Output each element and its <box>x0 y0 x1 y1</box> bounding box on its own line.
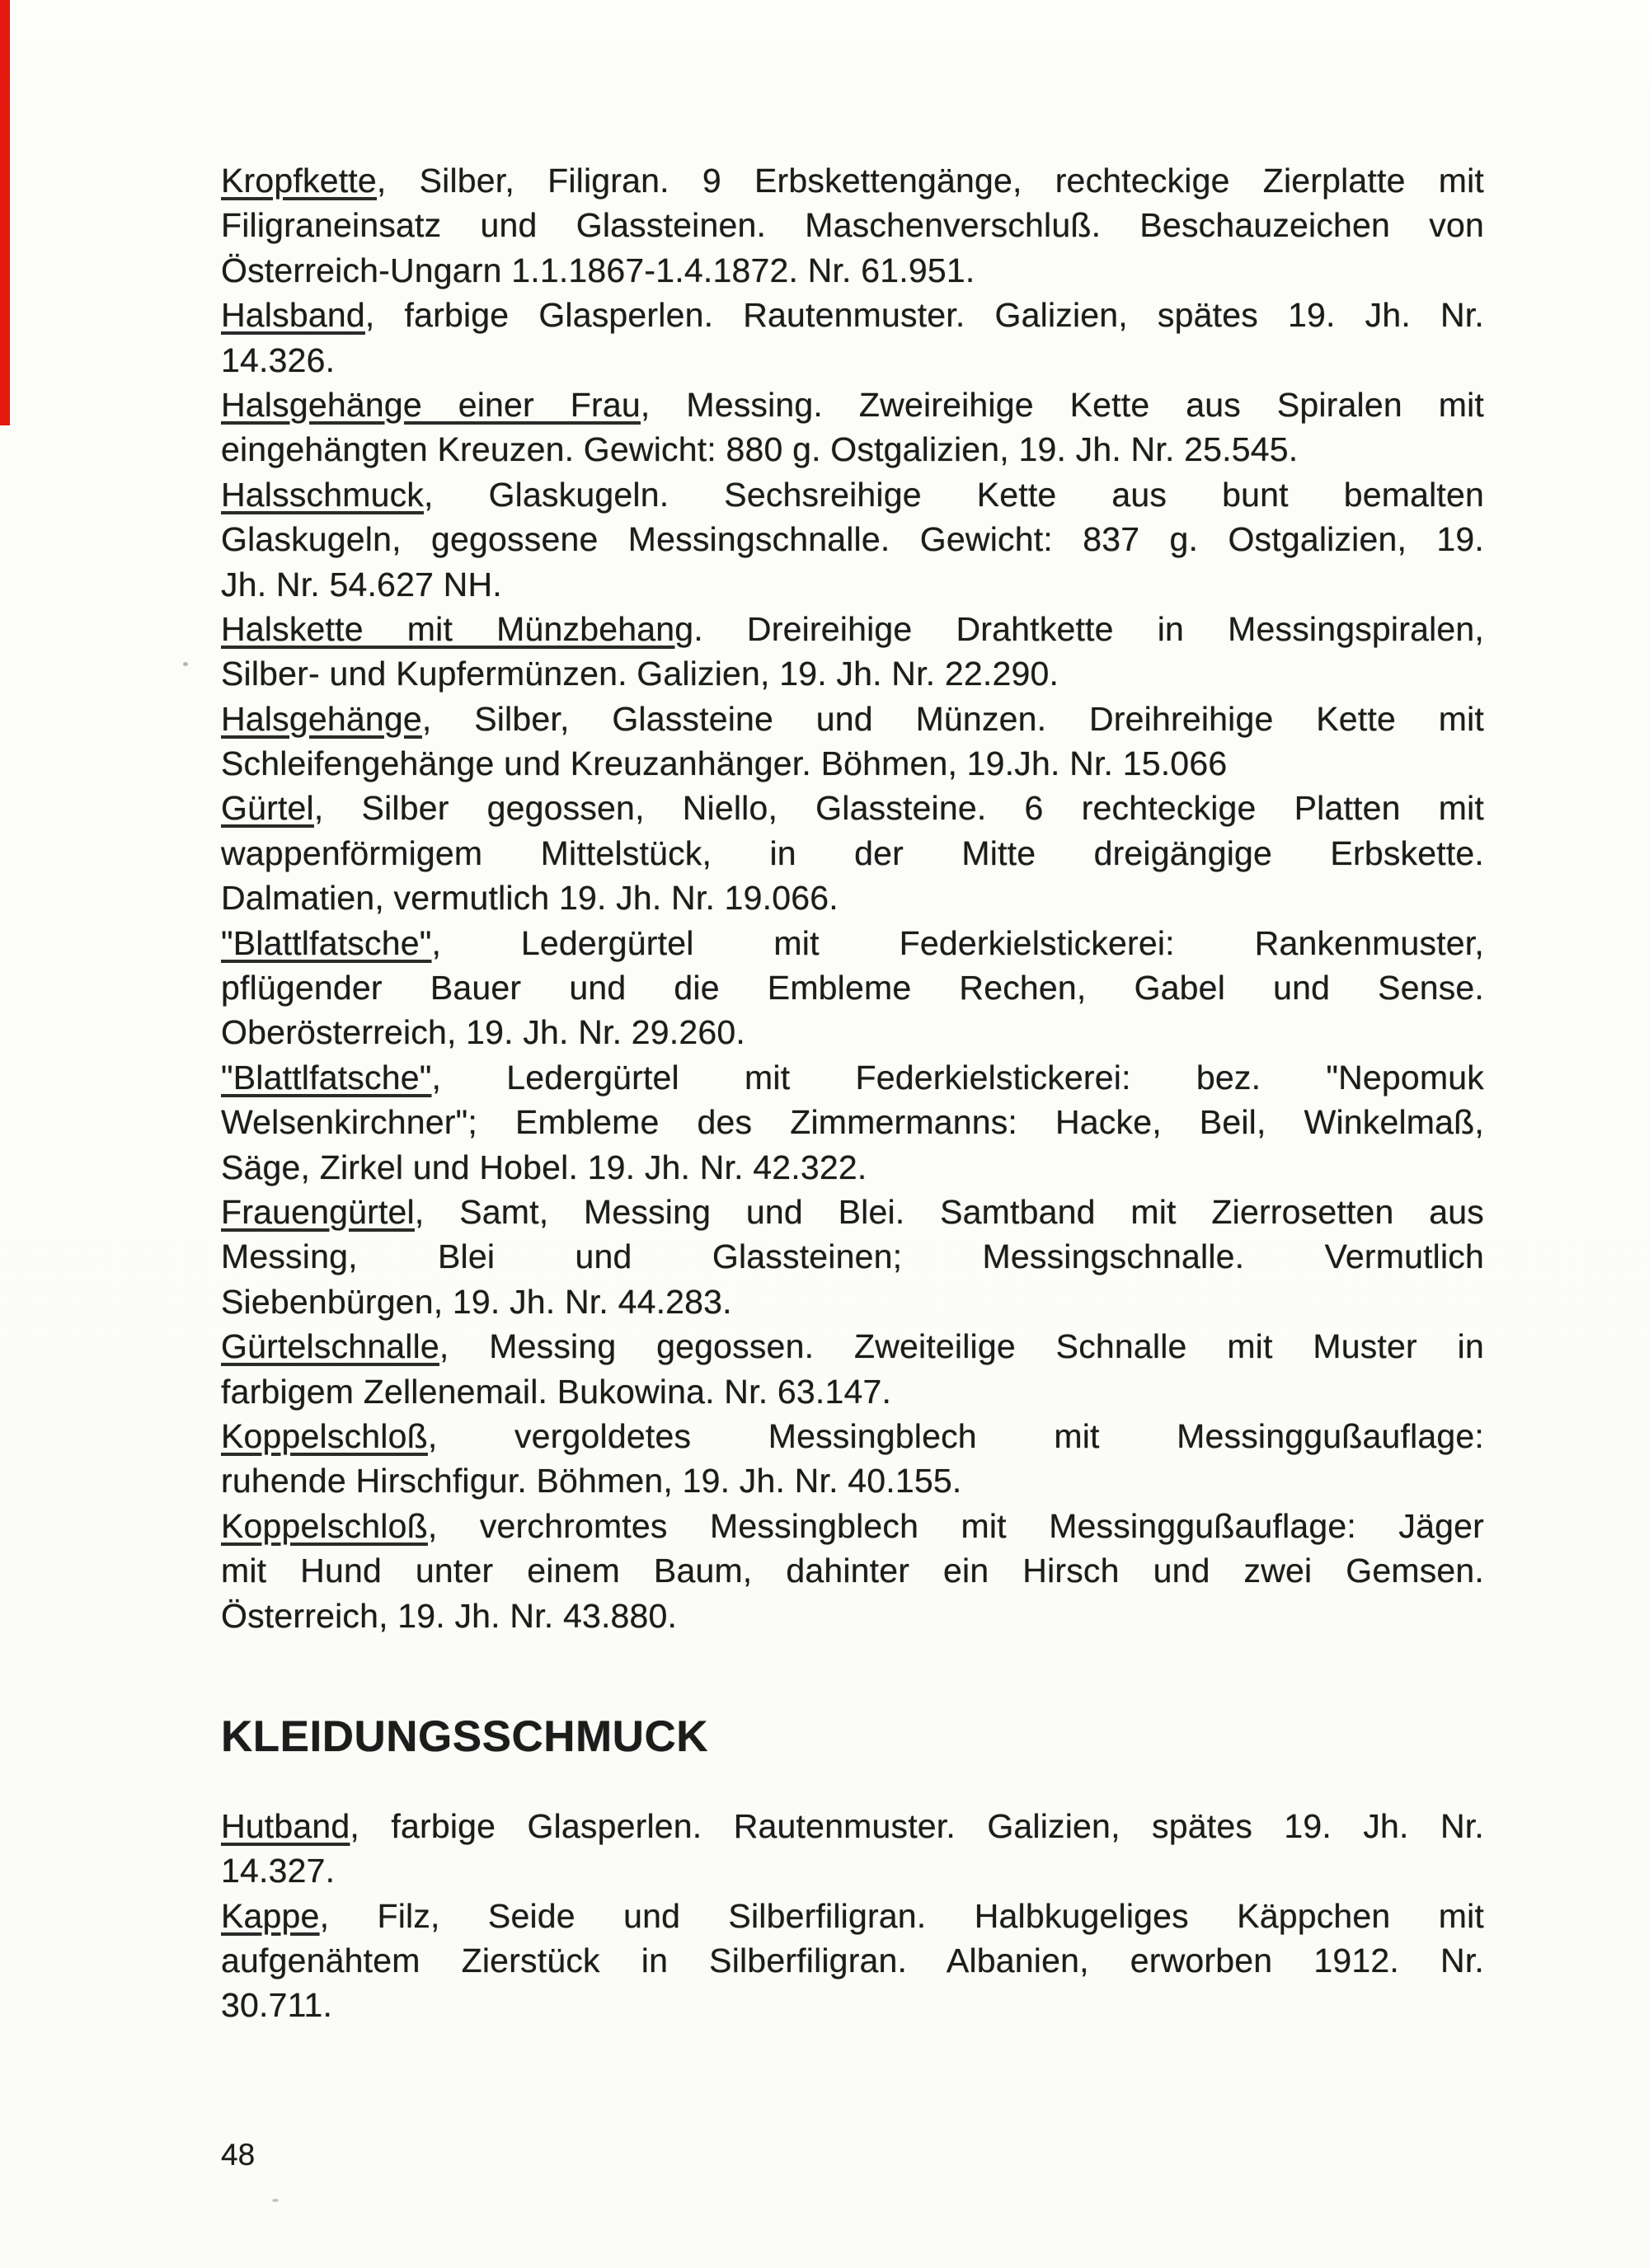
entry-line: 30.711. <box>221 1986 333 2025</box>
catalog-entry <box>221 697 1484 787</box>
entry-text: , vergoldetes Messingblech mit Messinggußauflage: <box>427 1416 1484 1455</box>
entry-text: , farbige Glasperlen. Rautenmuster. Galizien, spätes 19. Jh. Nr. <box>350 1806 1484 1845</box>
entry-text: , Silber, Filigran. 9 Erbskettengänge, rechteckige Zierplatte mit <box>376 162 1484 200</box>
entry-line <box>221 697 1484 741</box>
entry-line <box>221 921 1484 965</box>
entry-line <box>221 607 1484 651</box>
entry-line: mit Hund unter einem Baum, dahinter ein Hirsch und zwei Gemsen. <box>221 1552 1484 1590</box>
entry-text: , Ledergürtel mit Federkielstickerei: Rankenmuster, <box>431 923 1484 962</box>
catalog-entry <box>221 1055 1484 1190</box>
entry-text: , Ledergürtel mit Federkielstickerei: bez. "Nepomuk <box>431 1058 1484 1096</box>
entry-line: eingehängten Kreuzen. Gewicht: 880 g. Ostgalizien, 19. Jh. Nr. 25.545. <box>221 430 1299 469</box>
entry-term: Frauengürtel <box>221 1192 415 1231</box>
red-edge-strip <box>0 0 10 425</box>
entry-text: , verchromtes Messingblech mit Messinggußauflage: Jäger <box>427 1506 1484 1545</box>
entry-line: Welsenkirchner"; Embleme des Zimmermanns: Hacke, Beil, Winkelmaß, <box>221 1103 1484 1142</box>
scan-speck <box>272 2199 279 2202</box>
entry-line <box>221 1894 1484 1938</box>
text-column <box>221 158 1484 2028</box>
entry-line: farbigem Zellenemail. Bukowina. Nr. 63.147. <box>221 1372 892 1411</box>
entry-line <box>221 158 1484 203</box>
catalog-entry <box>221 472 1484 607</box>
entry-term: "Blattlfatsche" <box>221 923 432 962</box>
entry-line: Säge, Zirkel und Hobel. 19. Jh. Nr. 42.322. <box>221 1148 867 1186</box>
entry-line: Siebenbürgen, 19. Jh. Nr. 44.283. <box>221 1282 732 1321</box>
entry-term: Gürtelschnalle <box>221 1327 439 1366</box>
entry-line: Jh. Nr. 54.627 NH. <box>221 565 502 603</box>
entry-line: Schleifengehänge und Kreuzanhänger. Böhmen, 19.Jh. Nr. 15.066 <box>221 744 1228 783</box>
entry-line: Silber- und Kupfermünzen. Galizien, 19. Jh. Nr. 22.290. <box>221 655 1059 693</box>
entry-text: , Samt, Messing und Blei. Samtband mit Zierrosetten aus <box>414 1192 1484 1231</box>
entry-line: ruhende Hirschfigur. Böhmen, 19. Jh. Nr. 40.155. <box>221 1462 962 1500</box>
entry-term: Kropfkette <box>221 162 377 200</box>
catalog-entry <box>221 293 1484 383</box>
entry-term: Gürtel <box>221 789 314 828</box>
entry-line: Messing, Blei und Glassteinen; Messingschnalle. Vermutlich <box>221 1237 1484 1276</box>
entry-line <box>221 1504 1484 1548</box>
entry-line: aufgenähtem Zierstück in Silberfiligran. Albanien, erworben 1912. Nr. <box>221 1942 1484 1980</box>
entry-line: pflügender Bauer und die Embleme Rechen, Gabel und Sense. <box>221 969 1484 1007</box>
entry-text: , farbige Glasperlen. Rautenmuster. Galizien, spätes 19. Jh. Nr. <box>364 296 1484 335</box>
entry-term: Halsgehänge einer Frau <box>221 385 641 424</box>
catalog-entry <box>221 158 1484 293</box>
entry-line <box>221 293 1484 337</box>
entry-term: Halsschmuck <box>221 475 424 514</box>
entry-line <box>221 1055 1484 1100</box>
entry-term: Koppelschloß <box>221 1416 428 1455</box>
entry-text: , Messing. Zweireihige Kette aus Spiralen mit <box>640 385 1484 424</box>
entry-line <box>221 786 1484 830</box>
entry-line <box>221 1324 1484 1369</box>
entry-line <box>221 383 1484 427</box>
entry-term: "Blattlfatsche" <box>221 1058 432 1096</box>
catalog-entry <box>221 607 1484 697</box>
catalog-entry <box>221 1414 1484 1504</box>
entry-line: Glaskugeln, gegossene Messingschnalle. Gewicht: 837 g. Ostgalizien, 19. <box>221 520 1484 559</box>
catalog-entry <box>221 1190 1484 1324</box>
entry-text: , Filz, Seide und Silberfiligran. Halbkugeliges Käppchen mit <box>319 1896 1484 1935</box>
entry-text: , Messing gegossen. Zweiteilige Schnalle mit Muster in <box>439 1327 1484 1366</box>
entry-text: , Silber, Glassteine und Münzen. Dreihreihige Kette mit <box>421 699 1484 738</box>
page-number: 48 <box>221 2138 256 2172</box>
entry-line <box>221 472 1484 517</box>
entry-text: . Dreireihige Drahtkette in Messingspiralen, <box>693 609 1484 648</box>
entry-line: Oberösterreich, 19. Jh. Nr. 29.260. <box>221 1013 745 1052</box>
entry-term: Koppelschloß <box>221 1506 428 1545</box>
catalog-entry <box>221 1504 1484 1638</box>
catalog-entry <box>221 1804 1484 1894</box>
entry-line <box>221 1190 1484 1234</box>
entry-line: 14.327. <box>221 1852 336 1890</box>
entry-text: , Silber gegossen, Niello, Glassteine. 6 rechteckige Platten mit <box>313 789 1484 828</box>
entry-term: Halsgehänge <box>221 699 422 738</box>
scan-speck <box>183 662 188 666</box>
entry-line: wappenförmigem Mittelstück, in der Mitte dreigängige Erbskette. <box>221 833 1484 872</box>
entry-line: Österreich, 19. Jh. Nr. 43.880. <box>221 1596 678 1635</box>
catalog-entry <box>221 383 1484 472</box>
section-kleidungsschmuck <box>221 1804 1484 2028</box>
catalog-entry <box>221 1324 1484 1414</box>
entry-line <box>221 1414 1484 1458</box>
entry-line: 14.326. <box>221 340 336 379</box>
entry-term: Kappe <box>221 1896 320 1935</box>
section-heading: KLEIDUNGSSCHMUCK <box>221 1712 708 1761</box>
entry-line: Österreich-Ungarn 1.1.1867-1.4.1872. Nr. 61.951. <box>221 251 975 289</box>
catalog-entry <box>221 921 1484 1055</box>
entry-term: Halsband <box>221 296 365 335</box>
catalog-entry <box>221 1894 1484 2028</box>
entry-text: , Glaskugeln. Sechsreihige Kette aus bunt bemalten <box>423 475 1484 514</box>
entry-line <box>221 1804 1484 1848</box>
catalog-entry <box>221 786 1484 920</box>
entry-term: Halskette mit Münzbehang <box>221 609 694 648</box>
entry-term: Hutband <box>221 1806 350 1845</box>
entry-line: Dalmatien, vermutlich 19. Jh. Nr. 19.066. <box>221 879 839 918</box>
entry-line: Filigraneinsatz und Glassteinen. Maschenverschluß. Beschauzeichen von <box>221 206 1484 245</box>
